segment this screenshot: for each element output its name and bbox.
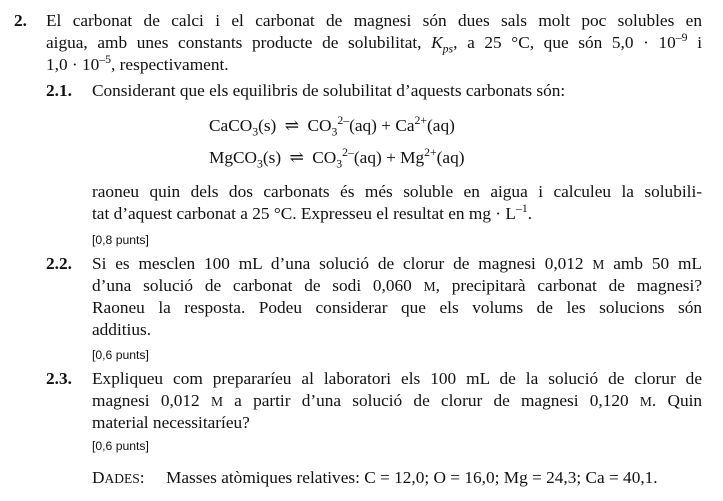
question-intro-line: aigua, amb unes constants producte de solubilitat, $K_{ps}$, a 25 °C, que són $5,0 \cdot 10^{-9}$ i: [46, 31, 702, 56]
subquestion-text: additius.: [92, 320, 152, 339]
subquestion-text: Si es mesclen 100 mL d’una solució de clorur de magnesi 0,012 M amb 50 mL: [92, 254, 702, 273]
subquestion-number: 2.2.: [46, 254, 72, 273]
equilibrium-equation-mgco3: MgCO$_3$(s) ⇌ $CO_3^{2-}(aq) + Mg^{2+}(aq)$: [209, 146, 465, 171]
subquestion-text: d’una solució de carbonat de sodi 0,060 M, precipitarà carbonat de magnesi?: [92, 276, 702, 295]
subquestion-text: Raoneu la resposta. Podeu considerar que els volums de les solucions són: [92, 298, 702, 317]
subquestion-text: raoneu quin dels dos carbonats és més soluble en aigua i calculeu la solubili-: [92, 182, 702, 201]
subquestion-number: 2.1.: [46, 81, 72, 100]
question-intro-line: $1,0 \cdot 10^{-5}$, respectivament.: [46, 53, 229, 74]
points-label: [0,6 punts]: [92, 348, 149, 362]
subquestion-text: tat d’aquest carbonat a 25 °C. Expresseu el resultat en mg · $L^{-1}$.: [92, 202, 533, 223]
points-label: [0,8 punts]: [92, 233, 149, 247]
question-number: 2.: [14, 11, 27, 30]
subquestion-number: 2.3.: [46, 369, 72, 388]
question-intro-line: El carbonat de calci i el carbonat de magnesi són dues sals molt poc solubles en: [46, 11, 702, 30]
atomic-masses-text: Masses atòmiques relatives: C = 12,0; O = 16,0; Mg = 24,3; Ca = 40,1.: [166, 468, 658, 487]
subquestion-text: Expliqueu com prepararíeu al laboratori els 100 mL de la solució de clorur de: [92, 369, 702, 388]
equilibrium-equation-caco3: CaCO$_3$(s) ⇌ $CO_3^{2-}(aq) + Ca^{2+}(aq)$: [209, 114, 455, 139]
data-label: DADES:: [92, 468, 145, 487]
subquestion-text: material necessitaríeu?: [92, 413, 250, 432]
subquestion-text: Considerant que els equilibris de solubilitat d’aquests carbonats són:: [92, 81, 566, 100]
points-label: [0,6 punts]: [92, 439, 149, 453]
subquestion-text: magnesi 0,012 M a partir d’una solució de clorur de magnesi 0,120 M. Quin: [92, 391, 703, 410]
